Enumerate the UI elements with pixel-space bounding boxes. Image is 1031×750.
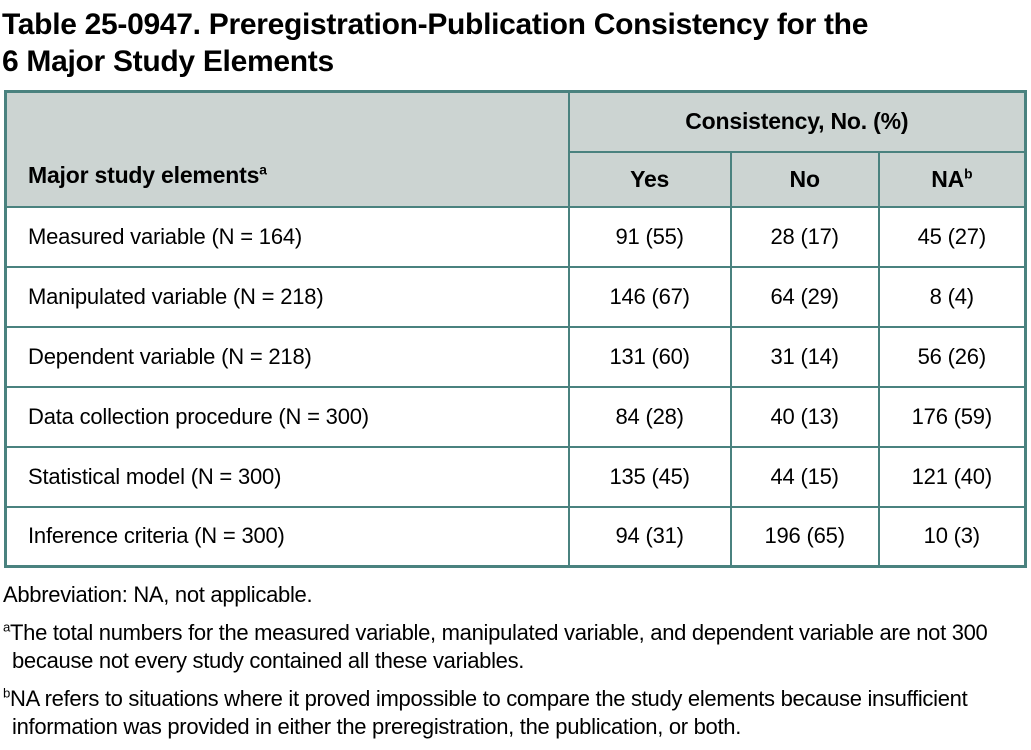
cell-yes: 94 (31)	[569, 507, 731, 567]
table-row-dependent-variable	[6, 327, 1026, 387]
cell-no: 196 (65)	[731, 507, 879, 567]
cell-no: 44 (15)	[731, 447, 879, 507]
cell-na: 121 (40)	[879, 447, 1026, 507]
table-row-data-collection-procedure	[6, 387, 1026, 447]
cell-yes: 146 (67)	[569, 267, 731, 327]
footnote-b-text: NA refers to situations where it proved impossible to compare the study elements because insufficient information was provided in either the preregistration, the publication, or both.	[10, 686, 968, 739]
cell-na: 8 (4)	[879, 267, 1026, 327]
column-header-yes: Yes	[569, 152, 731, 207]
cell-no: 31 (14)	[731, 327, 879, 387]
table-title	[2, 6, 1031, 80]
column-group-header-consistency: Consistency, No. (%)	[569, 92, 1026, 152]
cell-yes: 84 (28)	[569, 387, 731, 447]
cell-yes: 135 (45)	[569, 447, 731, 507]
table-row-measured-variable	[6, 207, 1026, 267]
cell-na: 10 (3)	[879, 507, 1026, 567]
footnote-marker-a-ref: a	[259, 161, 267, 177]
cell-yes: 91 (55)	[569, 207, 731, 267]
cell-no: 40 (13)	[731, 387, 879, 447]
cell-no: 28 (17)	[731, 207, 879, 267]
table-header-row-group	[6, 92, 1026, 152]
cell-na: 56 (26)	[879, 327, 1026, 387]
table-title-line1: Table 25-0947. Preregistration-Publication Consistency for the	[2, 8, 869, 41]
table-row-manipulated-variable	[6, 267, 1026, 327]
footnote-b-marker: b	[3, 685, 11, 701]
footnote-marker-b-ref: b	[964, 165, 973, 181]
table-row-inference-criteria	[6, 507, 1026, 567]
cell-no: 64 (29)	[731, 267, 879, 327]
abbreviation-note: Abbreviation: NA, not applicable.	[3, 582, 313, 607]
row-label: Dependent variable (N = 218)	[6, 327, 569, 387]
row-label: Measured variable (N = 164)	[6, 207, 569, 267]
row-label: Statistical model (N = 300)	[6, 447, 569, 507]
footnote-a	[3, 619, 1029, 675]
footnote-a-text: The total numbers for the measured variable, manipulated variable, and dependent variable are not 300 because not every study contained all these variables.	[10, 620, 988, 673]
na-header-label: NA	[931, 165, 965, 192]
column-header-na	[879, 152, 1026, 207]
row-label: Data collection procedure (N = 300)	[6, 387, 569, 447]
row-label: Manipulated variable (N = 218)	[6, 267, 569, 327]
table-row-statistical-model	[6, 447, 1026, 507]
stub-header-label: Major study elements	[28, 161, 260, 188]
column-header-major-study-elements	[6, 92, 569, 207]
footnote-a-marker: a	[3, 619, 11, 635]
consistency-table	[4, 90, 1027, 568]
footnote-b	[3, 685, 1029, 741]
cell-na: 176 (59)	[879, 387, 1026, 447]
cell-na: 45 (27)	[879, 207, 1026, 267]
table-title-line2: 6 Major Study Elements	[2, 45, 334, 78]
table-header	[6, 92, 1026, 207]
table-body	[6, 207, 1026, 567]
column-header-no: No	[731, 152, 879, 207]
row-label: Inference criteria (N = 300)	[6, 507, 569, 567]
footnotes	[3, 581, 1029, 741]
cell-yes: 131 (60)	[569, 327, 731, 387]
